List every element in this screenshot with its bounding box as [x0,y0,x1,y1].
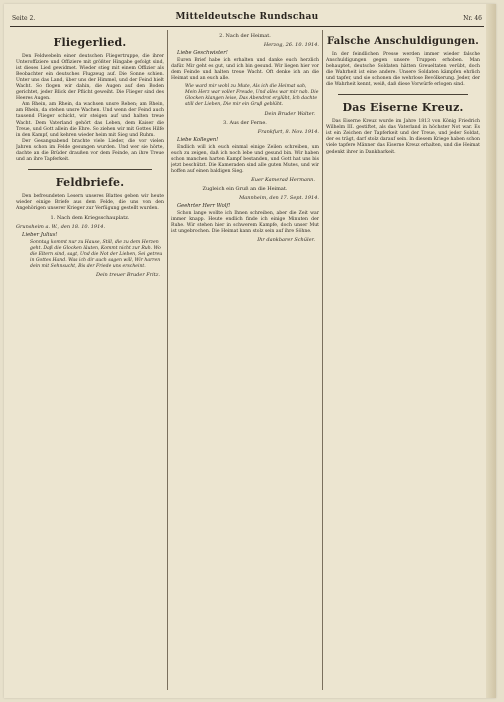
section-divider [338,94,468,95]
letter-signature: Dein Bruder Walter. [264,110,315,117]
letter-paragraph: Endlich will ich euch einmal einige Zeilen schreiben, um euch zu zeigen, daß ich noch lebe und gesund bin. Wir haben schon manchen harten Kampf bestanden, und Gott hat uns bis jetzt beschützt. Die Kameraden sind alle guten Mutes, und wir hoffen auf einen baldigen Sieg. [171,144,319,174]
letter-paragraph: Schon lange wollte ich Ihnen schreiben, aber die Zeit war immer knapp. Heute endlich finde ich einige Minuten der Ruhe. Wir stehen hier in schwerem Kampfe, doch unser Mut ist ungebrochen. Die Heimat kann stolz sein auf ihre Söhne. [171,210,319,234]
column-3 [326,30,480,690]
letter-subheading: Zugleich ein Gruß an die Heimat. [202,185,288,192]
letter-dateline: Mannheim, den 17. Sept. 1914. [239,194,319,201]
column-rule [167,30,168,690]
page-header [10,12,484,27]
poem-verse: Wie ward mir wohl zu Mute, Als ich die Heimat sah, Mein Herz war voller Freude, Und alles war mir nah. Die Glocken klangen leise, Das Abendrot erglüht, Ich dachte still der Lieben, Die mir ein Gruß geblüht. [185,84,319,108]
letter-dateline: Herzog, 26. 10. 1914. [263,42,319,48]
letter-salutation: Lieber Julius! [22,231,58,238]
article-paragraph: Am Rhein, am Rhein, da wachsen unsre Reben; am Rhein, am Rhein, da stehen unsre Wachen. Und wenn der Feind auch tausend Flieger schickt, wir steigen auf und halten treue Wacht. Dem Vaterland gehört das Leben, dem Kaiser die Treue, und Gott allein die Ehre. So ziehen wir mit Gottes Hilfe in den Kampf, und kehren wieder heim mit Sieg und Ruhm. [16,102,164,138]
article-headline: Falsche Anschuldigungen. [327,36,479,47]
column-1 [16,30,164,690]
poem-verse: Sonntag kommt nur zu Hause, Still, die zu dem Herzen geht. Daß die Glocken läuten, Kommt nicht zur Ruh. Wo die Eltern sind, sagt, Und die Not der Lieben, Sei getreu in Gottes Hand. Was ich dir auch sagen will, Wir harren dein mit Sehnsucht, Bis der Friede uns erscheint. [30,239,163,270]
issue-number: Nr. 46 [463,15,482,22]
letter-signature: Dein treuer Bruder Fritz. [95,272,160,279]
letter-subheading: 1. Nach dem Kriegsschauplatz. [50,214,130,221]
article-intro: Den befreundeten Lesern unseres Blattes geben wir heute wieder einige Briefe aus dem Felde, die uns von den Angehörigen unserer Krieger zur Verfügung gestellt wurden. [16,193,164,211]
page-number: Seite 2. [12,15,36,22]
column-rule [322,30,323,690]
letter-subheading: 3. Aus der Ferne. [223,119,267,126]
letter-salutation: Liebe Kollegen! [177,136,219,143]
section-divider [28,169,152,170]
letter-salutation: Liebe Geschwister! [177,50,228,56]
letter-signature: Ihr dankbarer Schüler. [257,236,315,243]
article-headline: Feldbriefe. [55,175,125,189]
letter-dateline: Frankfurt, 8. Nov. 1914. [257,128,319,135]
newspaper-page [4,4,496,698]
letter-subheading: 2. Nach der Heimat. [219,33,271,39]
article-paragraph: Den Feldwebeln einer deutschen Fliegertruppe, die ihrer Unteroffiziere und Offiziere mit größter Hingabe gefolgt sind, ist dieses Lied gewidmet. Wieder stieg mit einem Offizier als Beobachter ein deutsches Flugzeug auf. Die Sonne schien. Unter uns das Land, über uns der Himmel, und der Feind hielt Wacht. So flogen wir dahin, die Augen auf den Boden gerichtet, jeder Blick der Pflicht geweiht. Die Flieger sind des Heeres Augen. [16,54,164,102]
letter-salutation: Geehrter Herr Wolf! [177,202,231,209]
letter-paragraph: Euren Brief habe ich erhalten und danke euch herzlich dafür. Mir geht es gut, und ich bin gesund. Wir liegen hier vor dem Feinde und halten treue Wacht. Oft denke ich an die Heimat und an euch alle. [171,58,319,82]
column-2 [171,30,319,690]
article-headline: Fliegerlied. [53,36,127,49]
article-headline: Das Eiserne Kreuz. [342,101,464,115]
letter-signature: Euer Kamerad Hermann. [251,176,315,183]
newspaper-title: Mitteldeutsche Rundschau [175,12,319,22]
page-binding-edge [486,4,496,698]
article-paragraph: Das Eiserne Kreuz wurde im Jahre 1813 von König Friedrich Wilhelm III. gestiftet, als das Vaterland in höchster Not war. Es ist ein Zeichen der Tapferkeit und der Treue, und jeder Soldat, der es trägt, darf stolz darauf sein. In diesem Kriege haben schon viele tapfere Männer das Eiserne Kreuz erhalten, und die Heimat gedenkt ihrer in Dankbarkeit. [326,119,480,155]
article-paragraph: Der Gesangsabend brachte viele Lieder, die vor vielen Jahren schon im Felde gesungen wurden. Und wer sie hörte, dachte an die Brüder draußen vor dem Feinde, an ihre Treue und an ihre Tapferkeit. [16,138,164,162]
letter-dateline: Grunsheim a. W., den 18. 10. 1914. [16,223,106,230]
article-paragraph: In der feindlichen Presse werden immer wieder falsche Anschuldigungen gegen unsere Truppen erhoben. Man behauptet, deutsche Soldaten hätten Greueltaten verübt, doch die Wahrheit ist eine andere. Unsere Soldaten kämpfen ehrlich und tapfer, und sie schonen die wehrlose Bevölkerung. Jeder, der die Wahrheit kennt, weiß, daß diese Vorwürfe erlogen sind. [326,52,480,88]
